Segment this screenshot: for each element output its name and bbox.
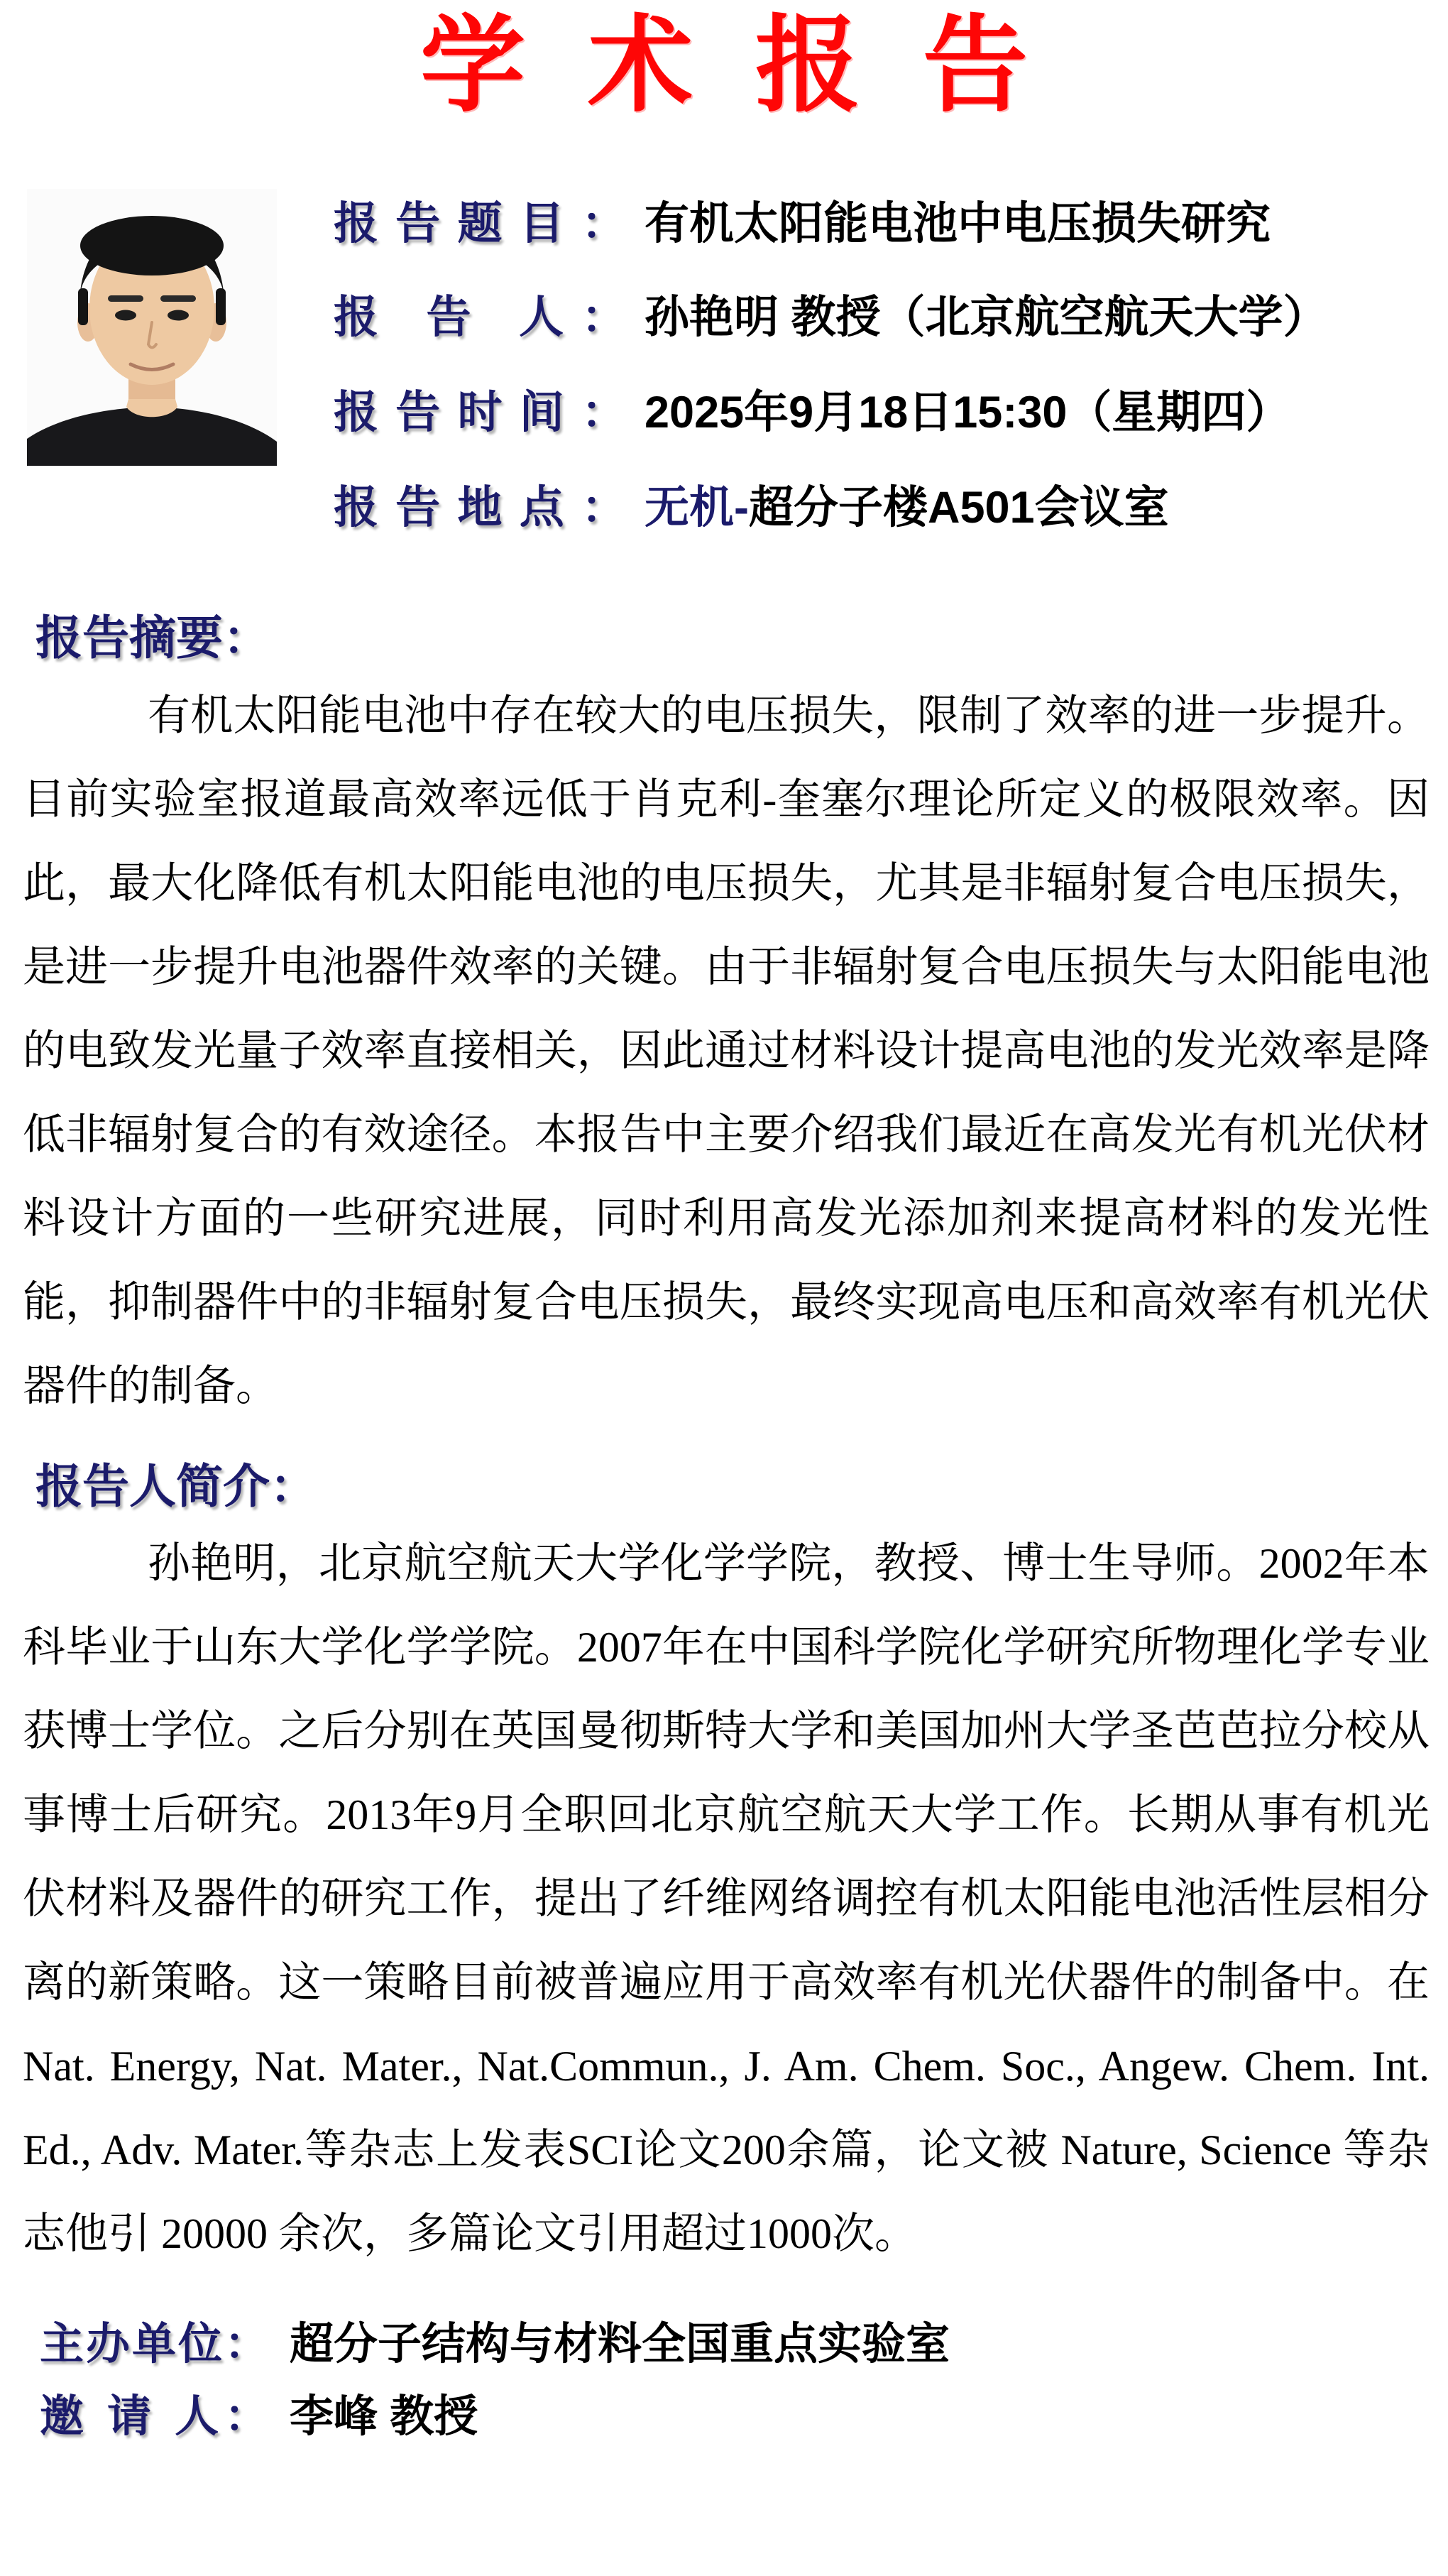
bio-paragraph: 孙艳明，北京航空航天大学化学学院，教授、博士生导师。2002年本科毕业于山东大学化学学院。2007年在中国科学院化学研究所物理化学专业获博士学位。之后分别在英国曼彻斯特大学和美国加州大学圣芭芭拉分校从事博士后研究。2013年9月全职回北京航空航天大学工作。长期从事有机光伏材料及器件的研究工作，提出了纤维网络调控有机太阳能电池活性层相分离的新策略。这一策略目前被普遍应用于高效率有机光伏器件的制备中。在 Nat. Energy, Nat. Mater., Nat.Commun., J. Am. Chem. Soc., Angew. Chem. Int. Ed., Adv. Mater.等杂志上发表SCI论文200余篇，论文被 Nature, Science 等杂志他引 20000 余次，多篇论文引用超过1000次。 (23, 1540, 1430, 2258)
poster-title (0, 4, 1448, 125)
speaker-portrait-illustration (27, 189, 277, 466)
info-row-time (334, 388, 1290, 438)
footer-row-inviter (40, 2381, 1448, 2453)
info-row-topic (334, 199, 1271, 249)
organizer-value: 超分子结构与材料全国重点实验室 (290, 2320, 950, 2369)
abstract-paragraph: 有机太阳能电池中存在较大的电压损失，限制了效率的进一步提升。目前实验室报道最高效率远低于肖克利-奎塞尔理论所定义的极限效率。因此，最大化降低有机太阳能电池的电压损失，尤其是非辐射复合电压损失，是进一步提升电池器件效率的关键。由于非辐射复合电压损失与太阳能电池的电致发光量子效率直接相关，因此通过材料设计提高电池的发光效率是降低非辐射复合的有效途径。本报告中主要介绍我们最近在高发光有机光伏材料设计方面的一些研究进展，同时利用高发光添加剂来提高材料的发光性能，抑制器件中的非辐射复合电压损失，最终实现高电压和高效率有机光伏器件的制备。 (23, 692, 1430, 1409)
info-row-speaker (334, 293, 1328, 343)
poster-title-text: 学术报告 (420, 3, 1090, 126)
location-value-rest: 超分子楼A501会议室 (748, 483, 1169, 533)
topic-label: 报告题目： (334, 199, 626, 249)
bio-heading: 报告人简介： (35, 1459, 317, 1512)
organizer-label: 主办单位： (40, 2320, 268, 2369)
time-label: 报告时间： (334, 388, 626, 437)
header-section (0, 0, 1448, 591)
speaker-photo (27, 189, 277, 466)
time-value: 2025年9月18日15:30（星期四） (645, 388, 1291, 437)
inviter-label: 邀 请 人： (40, 2392, 268, 2442)
speaker-label: 报 告 人： (334, 293, 626, 342)
abstract-heading: 报告摘要： (35, 611, 270, 664)
topic-value: 有机太阳能电池中电压损失研究 (645, 199, 1271, 249)
speaker-value: 孙艳明 教授（北京航空航天大学） (645, 293, 1328, 342)
footer-row-organizer (40, 2308, 1448, 2381)
location-value-accent: 无机- (645, 483, 749, 533)
footer-section (40, 2308, 1448, 2453)
info-row-location (334, 483, 1169, 533)
location-value (626, 483, 1169, 533)
inviter-value: 李峰 教授 (290, 2392, 478, 2442)
location-label: 报告地点： (334, 483, 626, 533)
